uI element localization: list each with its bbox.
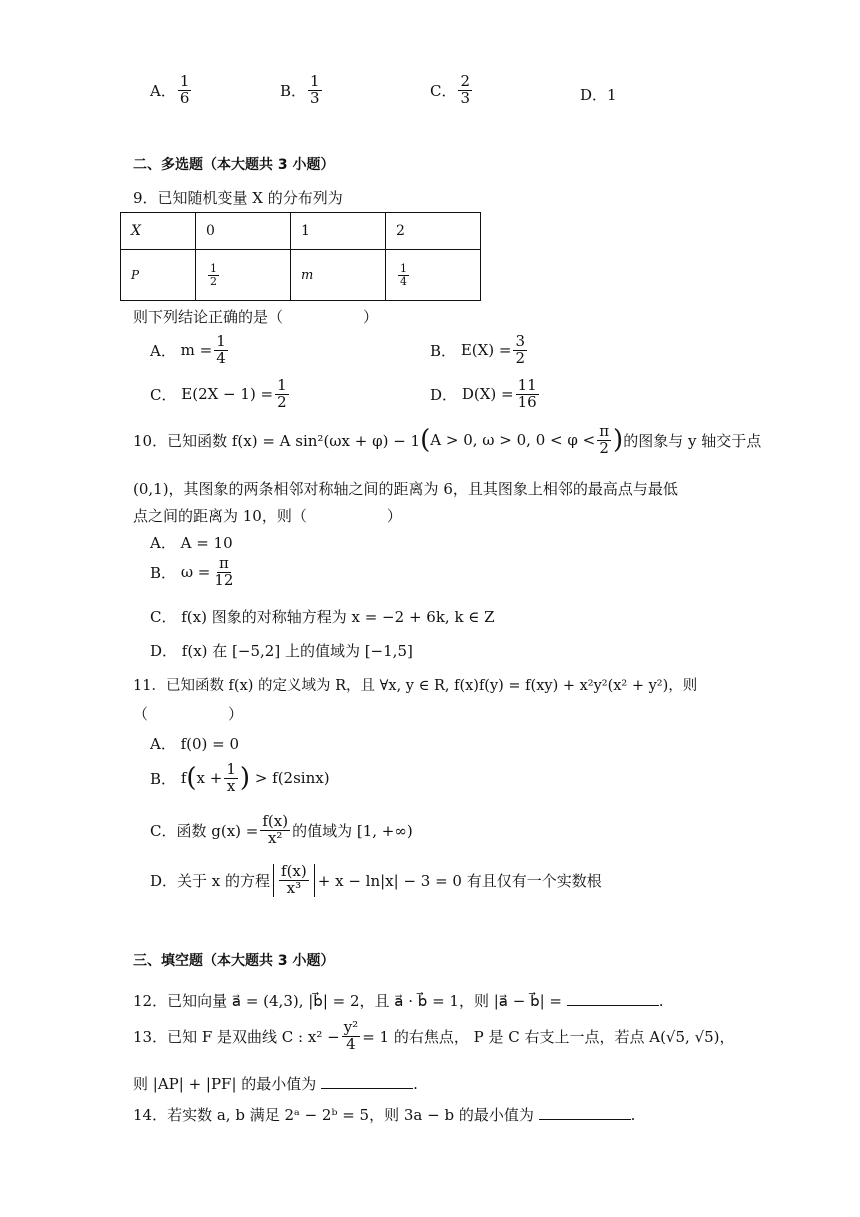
q8-option-a: [150, 74, 193, 107]
function-name: f: [180, 769, 187, 788]
question-13-line-2: [133, 1073, 418, 1094]
option-label: D．: [580, 86, 608, 104]
numerator: 1: [216, 332, 226, 350]
q11-option-d: [150, 864, 602, 897]
fraction: [342, 1020, 361, 1053]
denominator: x²: [267, 828, 283, 847]
stem-text: 则 |AP| + |PF| 的最小值为: [133, 1075, 317, 1093]
numerator: 11: [517, 376, 537, 394]
denominator: 4: [400, 274, 407, 288]
stem-close: ）: [228, 705, 244, 723]
table-cell: m: [291, 250, 386, 301]
option-label: B．: [150, 563, 177, 582]
denominator: 6: [179, 88, 190, 107]
fraction: [513, 334, 527, 367]
q8-option-d: [580, 84, 617, 105]
fraction: [224, 762, 238, 795]
denominator: 2: [515, 348, 526, 367]
fraction: [308, 74, 322, 107]
q10-option-d: D． f(x) 在 [−5,2] 上的值域为 [−1,5]: [150, 642, 413, 660]
q8-option-b: [280, 74, 324, 107]
stem-end: .: [413, 1075, 418, 1093]
stem-text: 13．已知 F 是双曲线 C : x² −: [133, 1027, 340, 1046]
table-cell: [386, 250, 481, 301]
question-10-line-3: [133, 505, 402, 526]
denominator: 2: [210, 274, 217, 288]
question-12: [133, 990, 664, 1011]
option-expr: D(X) =: [461, 385, 514, 404]
q10-option-b: [150, 556, 237, 589]
stem-close: ）: [386, 507, 402, 525]
fraction: [398, 263, 409, 287]
table-cell: 0: [196, 213, 291, 250]
numerator: 1: [210, 261, 217, 275]
numerator: 1: [277, 376, 287, 394]
paren-open: (: [186, 763, 197, 794]
condition-text: A > 0, ω > 0, 0 < φ <: [430, 431, 596, 450]
stem-text: 10．已知函数 f(x) = A sin²(ωx + φ) − 1: [133, 431, 421, 450]
ask-text: 则下列结论正确的是（: [133, 308, 284, 326]
numerator: y²: [343, 1018, 359, 1036]
question-10-line-1: [133, 424, 761, 457]
fraction: [516, 378, 539, 411]
section-title-multiple-choice: 二、多选题（本大题共 3 小题）: [133, 157, 335, 173]
q11-option-b: [150, 762, 330, 795]
option-expr: m =: [180, 341, 213, 360]
numerator: π: [219, 554, 229, 572]
q9-option-b: [430, 334, 529, 367]
denominator: 4: [216, 348, 226, 367]
q9-option-d: [430, 378, 541, 411]
numerator: π: [599, 422, 610, 440]
q9-option-c: [150, 378, 291, 411]
fraction: [212, 556, 235, 589]
denominator: x³: [286, 878, 302, 897]
numerator: 1: [226, 760, 236, 778]
stem-end: .: [658, 992, 664, 1010]
q11-option-c: [150, 814, 413, 847]
option-expr: x +: [196, 769, 223, 788]
denominator: 16: [517, 392, 537, 411]
numerator: 1: [310, 72, 320, 90]
question-11-line-2: [133, 703, 243, 724]
answer-blank[interactable]: [539, 1105, 631, 1120]
option-label: D．关于 x 的方程: [150, 871, 271, 890]
question-13-line-1: [133, 1020, 735, 1053]
denominator: 2: [599, 438, 609, 457]
stem-text: 14．若实数 a, b 满足 2ᵃ − 2ᵇ = 5，则 3a − b 的最小值为: [133, 1106, 534, 1124]
option-expr: ω =: [180, 563, 211, 582]
stem-text: 点之间的距离为 10，则（: [133, 507, 307, 525]
option-expr: E(X) =: [460, 341, 512, 360]
q8-option-c: [430, 74, 474, 107]
denominator: 3: [460, 88, 471, 107]
stem-end: .: [630, 1106, 636, 1124]
absolute-value: [273, 864, 315, 897]
denominator: x: [226, 776, 236, 795]
stem-text: （: [133, 705, 149, 723]
option-label: B．: [280, 81, 307, 100]
fraction: [597, 424, 611, 457]
answer-blank[interactable]: [567, 991, 659, 1006]
q10-option-a: A． A = 10: [150, 534, 233, 552]
fraction: [208, 263, 219, 287]
option-expr: > f(2sinx): [254, 769, 330, 788]
fraction: [275, 378, 289, 411]
question-10-line-2: (0,1)，其图象的两条相邻对称轴之间的距离为 6，且其图象上相邻的最高点与最低: [133, 480, 678, 498]
q11-option-a: A． f(0) = 0: [150, 735, 240, 753]
table-cell: [196, 250, 291, 301]
fraction: [260, 814, 290, 847]
numerator: 2: [460, 72, 471, 90]
option-label: B．: [150, 769, 177, 788]
option-label: A．: [150, 81, 176, 100]
paren-close: ): [613, 425, 624, 456]
option-label: D．: [430, 385, 458, 404]
denominator: 12: [214, 570, 234, 589]
option-label: B．: [430, 341, 457, 360]
q9-option-a: [150, 334, 230, 367]
paren-close: ): [239, 763, 251, 794]
question-11-line-1: 11．已知函数 f(x) 的定义域为 R，且 ∀x, y ∈ R, f(x)f(y) = f(xy) + x²y²(x² + y²)，则: [133, 678, 698, 694]
stem-text: 的图象与 y 轴交于点: [623, 431, 762, 450]
denominator: 4: [346, 1034, 356, 1053]
q10-option-c: C． f(x) 图象的对称轴方程为 x = −2 + 6k, k ∈ Z: [150, 608, 495, 626]
section-title-fill-in: 三、填空题（本大题共 3 小题）: [133, 953, 335, 969]
fraction: [214, 334, 228, 367]
table-cell: 2: [386, 213, 481, 250]
fraction: [178, 74, 192, 107]
denominator: 2: [277, 392, 287, 411]
option-expr: 的值域为 [1, +∞): [292, 821, 413, 840]
numerator: f(x): [262, 812, 289, 830]
option-label: C．函数 g(x) =: [150, 821, 259, 840]
stem-text: = 1 的右焦点， P 是 C 右支上一点，若点 A(√5, √5)，: [362, 1027, 735, 1046]
fraction: [458, 74, 472, 107]
option-value: 1: [607, 85, 617, 104]
question-9-ask: [133, 306, 378, 327]
option-label: A．: [150, 341, 176, 360]
option-label: C．: [430, 81, 457, 100]
paren-open: (: [420, 425, 431, 456]
answer-blank[interactable]: [321, 1074, 413, 1089]
option-label: C．: [150, 385, 177, 404]
ask-close: ）: [363, 308, 379, 326]
numerator: 1: [400, 261, 407, 275]
numerator: 1: [179, 72, 190, 90]
option-expr: E(2X − 1) =: [181, 385, 274, 404]
question-9-stem: 9．已知随机变量 X 的分布列为: [133, 189, 343, 207]
table-cell: P: [121, 250, 196, 301]
fraction: [279, 864, 309, 897]
option-expr: + x − ln|x| − 3 = 0 有且仅有一个实数根: [317, 871, 602, 890]
denominator: 3: [310, 88, 320, 107]
question-14: [133, 1104, 635, 1125]
table-cell: X: [121, 213, 196, 250]
table-cell: 1: [291, 213, 386, 250]
stem-text: 12．已知向量 a⃗ = (4,3), |b⃗| = 2，且 a⃗ · b⃗ = 1，则 |a⃗ − b⃗| =: [133, 992, 562, 1010]
numerator: f(x): [281, 862, 307, 880]
numerator: 3: [515, 332, 526, 350]
distribution-table: [120, 212, 481, 301]
